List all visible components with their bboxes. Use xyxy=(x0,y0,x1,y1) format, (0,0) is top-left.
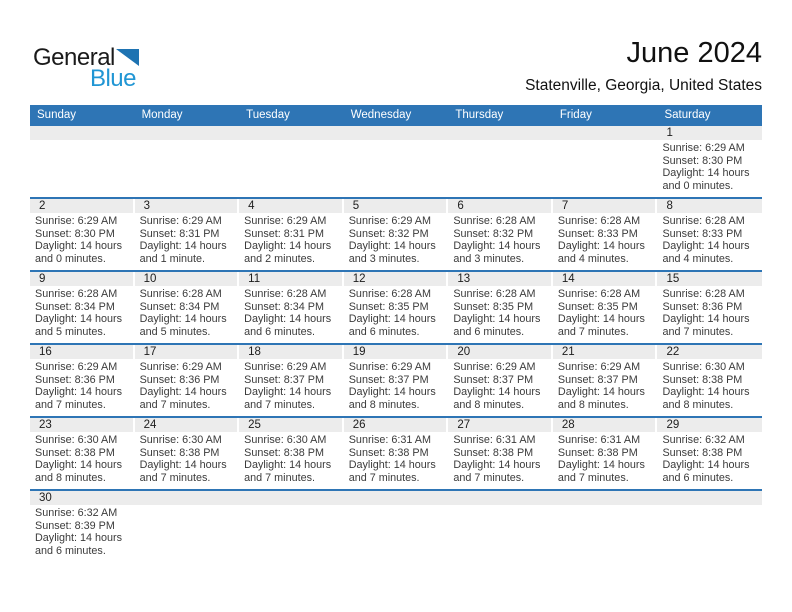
day-info xyxy=(448,432,553,485)
daylight-line2: and 4 minutes. xyxy=(662,253,734,266)
sunset-text: Sunset: 8:32 PM xyxy=(453,227,534,240)
daylight-line2: and 7 minutes. xyxy=(139,399,211,412)
empty-cell xyxy=(135,491,240,562)
daylight-line1: Daylight: 14 hours xyxy=(557,313,645,326)
daylight-line2: and 8 minutes. xyxy=(557,399,629,412)
day-info xyxy=(657,286,762,339)
sunrise-text: Sunrise: 6:28 AM xyxy=(557,215,641,227)
day-number: 9 xyxy=(30,272,133,286)
sunrise-text: Sunrise: 6:29 AM xyxy=(244,361,327,373)
day-cell xyxy=(135,199,240,270)
empty-cell xyxy=(135,126,240,197)
daylight-line1: Daylight: 14 hours xyxy=(35,532,123,545)
daylight-line1: Daylight: 14 hours xyxy=(348,313,436,326)
day-cell xyxy=(30,491,135,562)
day-number-band-empty xyxy=(448,126,553,140)
week-row xyxy=(30,126,762,199)
sunset-text: Sunset: 8:37 PM xyxy=(244,373,324,386)
sunrise-text: Sunrise: 6:28 AM xyxy=(139,288,222,300)
sunset-text: Sunset: 8:38 PM xyxy=(348,446,429,459)
day-number-band-empty xyxy=(553,126,658,140)
day-cell xyxy=(344,345,449,416)
week-row xyxy=(30,272,762,345)
sunrise-text: Sunrise: 6:29 AM xyxy=(348,361,431,373)
sunset-text: Sunset: 8:38 PM xyxy=(139,446,220,459)
day-cell xyxy=(135,272,240,343)
day-number: 7 xyxy=(553,199,656,213)
day-cell xyxy=(657,345,762,416)
day-cell xyxy=(657,199,762,270)
daylight-line1: Daylight: 14 hours xyxy=(348,240,436,253)
sunset-text: Sunset: 8:37 PM xyxy=(348,373,429,386)
day-info xyxy=(553,432,658,485)
day-number: 17 xyxy=(135,345,238,359)
sunrise-text: Sunrise: 6:32 AM xyxy=(35,507,118,519)
day-info xyxy=(448,286,553,339)
sunrise-text: Sunrise: 6:31 AM xyxy=(348,434,431,446)
daylight-line1: Daylight: 14 hours xyxy=(139,313,227,326)
day-number-band-empty xyxy=(30,126,135,140)
day-cell xyxy=(344,199,449,270)
day-cell xyxy=(448,199,553,270)
day-info xyxy=(239,213,344,266)
day-number: 2 xyxy=(30,199,133,213)
sunset-text: Sunset: 8:38 PM xyxy=(453,446,534,459)
sunset-text: Sunset: 8:38 PM xyxy=(662,446,743,459)
day-number: 18 xyxy=(239,345,342,359)
week-row xyxy=(30,418,762,491)
daylight-line1: Daylight: 14 hours xyxy=(35,313,123,326)
daylight-line1: Daylight: 14 hours xyxy=(139,386,227,399)
day-number: 10 xyxy=(135,272,238,286)
sunrise-text: Sunrise: 6:30 AM xyxy=(244,434,327,446)
day-info xyxy=(344,286,449,339)
day-number: 24 xyxy=(135,418,238,432)
day-number: 26 xyxy=(344,418,447,432)
daylight-line1: Daylight: 14 hours xyxy=(35,459,123,472)
daylight-line1: Daylight: 14 hours xyxy=(244,459,332,472)
day-number-band-empty xyxy=(135,491,240,505)
day-info xyxy=(239,432,344,485)
daylight-line1: Daylight: 14 hours xyxy=(139,459,227,472)
sunset-text: Sunset: 8:31 PM xyxy=(139,227,220,240)
day-number: 3 xyxy=(135,199,238,213)
day-info xyxy=(553,213,658,266)
day-info xyxy=(657,359,762,412)
day-cell xyxy=(239,199,344,270)
day-cell xyxy=(553,272,658,343)
sunrise-text: Sunrise: 6:30 AM xyxy=(662,361,745,373)
day-cell xyxy=(553,199,658,270)
empty-cell xyxy=(553,491,658,562)
daylight-line1: Daylight: 14 hours xyxy=(244,240,332,253)
daylight-line2: and 6 minutes. xyxy=(35,545,106,558)
daylight-line1: Daylight: 14 hours xyxy=(662,459,750,472)
sunrise-text: Sunrise: 6:29 AM xyxy=(453,361,536,373)
day-number: 4 xyxy=(239,199,342,213)
sunrise-text: Sunrise: 6:29 AM xyxy=(35,215,118,227)
daylight-line2: and 8 minutes. xyxy=(662,399,734,412)
day-number: 14 xyxy=(553,272,656,286)
day-header-saturday: Saturday xyxy=(664,109,711,121)
daylight-line2: and 6 minutes. xyxy=(348,326,420,339)
day-number: 1 xyxy=(657,126,762,140)
sunrise-text: Sunrise: 6:28 AM xyxy=(348,288,431,300)
day-number: 12 xyxy=(344,272,447,286)
day-info xyxy=(344,213,449,266)
day-number: 6 xyxy=(448,199,551,213)
day-info xyxy=(553,286,658,339)
week-row xyxy=(30,345,762,418)
daylight-line2: and 6 minutes. xyxy=(244,326,315,339)
logo-text-general: General xyxy=(33,44,115,71)
day-number: 28 xyxy=(553,418,656,432)
daylight-line1: Daylight: 14 hours xyxy=(557,459,645,472)
sunset-text: Sunset: 8:36 PM xyxy=(139,373,220,386)
day-header-friday: Friday xyxy=(559,109,592,121)
sunrise-text: Sunrise: 6:29 AM xyxy=(35,361,118,373)
day-header-tuesday: Tuesday xyxy=(246,109,290,121)
day-number: 25 xyxy=(239,418,342,432)
day-number: 23 xyxy=(30,418,133,432)
daylight-line2: and 8 minutes. xyxy=(35,472,106,485)
day-number-band-empty xyxy=(344,126,449,140)
daylight-line2: and 8 minutes. xyxy=(453,399,525,412)
sunrise-text: Sunrise: 6:32 AM xyxy=(662,434,745,446)
sunset-text: Sunset: 8:35 PM xyxy=(348,300,429,313)
day-info xyxy=(657,140,762,193)
sunset-text: Sunset: 8:34 PM xyxy=(35,300,115,313)
day-cell xyxy=(239,345,344,416)
day-number: 16 xyxy=(30,345,133,359)
day-info xyxy=(657,432,762,485)
daylight-line2: and 6 minutes. xyxy=(453,326,525,339)
day-info xyxy=(135,432,240,485)
sunrise-text: Sunrise: 6:29 AM xyxy=(139,215,222,227)
daylight-line2: and 7 minutes. xyxy=(244,399,315,412)
daylight-line2: and 7 minutes. xyxy=(453,472,525,485)
sunrise-text: Sunrise: 6:28 AM xyxy=(244,288,327,300)
day-info xyxy=(135,359,240,412)
sunset-text: Sunset: 8:35 PM xyxy=(453,300,534,313)
sunset-text: Sunset: 8:33 PM xyxy=(557,227,638,240)
day-cell xyxy=(135,418,240,489)
day-cell xyxy=(553,345,658,416)
daylight-line2: and 5 minutes. xyxy=(139,326,211,339)
day-cell xyxy=(135,345,240,416)
sunrise-text: Sunrise: 6:28 AM xyxy=(453,215,536,227)
empty-cell xyxy=(344,126,449,197)
daylight-line2: and 2 minutes. xyxy=(244,253,315,266)
day-cell xyxy=(448,272,553,343)
day-info xyxy=(553,359,658,412)
day-number-band-empty xyxy=(239,491,344,505)
empty-cell xyxy=(344,491,449,562)
sunrise-text: Sunrise: 6:30 AM xyxy=(139,434,222,446)
daylight-line1: Daylight: 14 hours xyxy=(453,313,541,326)
daylight-line2: and 7 minutes. xyxy=(348,472,420,485)
day-number: 15 xyxy=(657,272,762,286)
daylight-line1: Daylight: 14 hours xyxy=(348,459,436,472)
empty-cell xyxy=(553,126,658,197)
sunset-text: Sunset: 8:34 PM xyxy=(244,300,324,313)
logo-text-blue: Blue xyxy=(89,65,136,92)
day-cell xyxy=(30,272,135,343)
daylight-line1: Daylight: 14 hours xyxy=(35,240,123,253)
daylight-line2: and 1 minute. xyxy=(139,253,206,266)
general-blue-logo xyxy=(33,44,139,92)
day-info xyxy=(135,213,240,266)
day-cell xyxy=(30,199,135,270)
daylight-line1: Daylight: 14 hours xyxy=(662,386,750,399)
daylight-line2: and 5 minutes. xyxy=(35,326,106,339)
day-cell xyxy=(30,418,135,489)
sunrise-text: Sunrise: 6:30 AM xyxy=(35,434,118,446)
daylight-line2: and 7 minutes. xyxy=(139,472,211,485)
sunset-text: Sunset: 8:30 PM xyxy=(35,227,115,240)
day-header-row xyxy=(30,105,762,126)
day-number: 21 xyxy=(553,345,656,359)
sunrise-text: Sunrise: 6:28 AM xyxy=(453,288,536,300)
day-info xyxy=(448,213,553,266)
empty-cell xyxy=(448,491,553,562)
sunrise-text: Sunrise: 6:29 AM xyxy=(139,361,222,373)
daylight-line2: and 0 minutes. xyxy=(662,180,734,193)
sunset-text: Sunset: 8:38 PM xyxy=(557,446,638,459)
day-info xyxy=(30,213,135,266)
day-cell xyxy=(30,345,135,416)
daylight-line1: Daylight: 14 hours xyxy=(453,240,541,253)
sunrise-text: Sunrise: 6:28 AM xyxy=(35,288,118,300)
day-info xyxy=(30,505,135,558)
sunset-text: Sunset: 8:34 PM xyxy=(139,300,220,313)
day-number: 27 xyxy=(448,418,551,432)
page-title: June 2024 xyxy=(626,37,762,69)
daylight-line2: and 7 minutes. xyxy=(35,399,106,412)
sunrise-text: Sunrise: 6:29 AM xyxy=(662,142,745,154)
daylight-line1: Daylight: 14 hours xyxy=(662,313,750,326)
sunset-text: Sunset: 8:30 PM xyxy=(662,154,743,167)
day-header-sunday: Sunday xyxy=(37,109,77,121)
daylight-line1: Daylight: 14 hours xyxy=(244,313,332,326)
day-info xyxy=(344,359,449,412)
daylight-line1: Daylight: 14 hours xyxy=(557,240,645,253)
daylight-line1: Daylight: 14 hours xyxy=(244,386,332,399)
sunset-text: Sunset: 8:38 PM xyxy=(662,373,743,386)
daylight-line2: and 7 minutes. xyxy=(662,326,734,339)
sunrise-text: Sunrise: 6:31 AM xyxy=(557,434,641,446)
sunset-text: Sunset: 8:32 PM xyxy=(348,227,429,240)
daylight-line2: and 7 minutes. xyxy=(244,472,315,485)
day-cell xyxy=(553,418,658,489)
day-header-monday: Monday xyxy=(141,109,183,121)
day-info xyxy=(30,359,135,412)
day-header-wednesday: Wednesday xyxy=(350,109,412,121)
day-cell xyxy=(239,418,344,489)
day-number: 5 xyxy=(344,199,447,213)
calendar-weeks xyxy=(30,126,762,562)
daylight-line2: and 7 minutes. xyxy=(557,326,629,339)
sunrise-text: Sunrise: 6:31 AM xyxy=(453,434,536,446)
sunset-text: Sunset: 8:39 PM xyxy=(35,519,115,532)
sunset-text: Sunset: 8:37 PM xyxy=(453,373,534,386)
sunset-text: Sunset: 8:33 PM xyxy=(662,227,743,240)
day-info xyxy=(30,432,135,485)
page-subtitle: Statenville, Georgia, United States xyxy=(525,77,762,94)
day-info xyxy=(657,213,762,266)
day-cell xyxy=(448,418,553,489)
daylight-line2: and 8 minutes. xyxy=(348,399,420,412)
daylight-line1: Daylight: 14 hours xyxy=(557,386,645,399)
day-cell xyxy=(657,272,762,343)
day-info xyxy=(135,286,240,339)
day-cell xyxy=(239,272,344,343)
sunrise-text: Sunrise: 6:29 AM xyxy=(557,361,641,373)
sunset-text: Sunset: 8:38 PM xyxy=(244,446,324,459)
day-number-band-empty xyxy=(344,491,449,505)
day-number-band-empty xyxy=(239,126,344,140)
daylight-line1: Daylight: 14 hours xyxy=(662,167,750,180)
daylight-line2: and 3 minutes. xyxy=(348,253,420,266)
week-row xyxy=(30,199,762,272)
day-info xyxy=(239,286,344,339)
day-number-band-empty xyxy=(448,491,553,505)
empty-cell xyxy=(657,491,762,562)
daylight-line2: and 6 minutes. xyxy=(662,472,734,485)
sunset-text: Sunset: 8:36 PM xyxy=(35,373,115,386)
daylight-line2: and 3 minutes. xyxy=(453,253,525,266)
day-number: 29 xyxy=(657,418,762,432)
sunset-text: Sunset: 8:31 PM xyxy=(244,227,324,240)
day-info xyxy=(448,359,553,412)
day-number-band-empty xyxy=(657,491,762,505)
sunset-text: Sunset: 8:38 PM xyxy=(35,446,115,459)
day-number: 30 xyxy=(30,491,135,505)
daylight-line1: Daylight: 14 hours xyxy=(35,386,123,399)
day-header-thursday: Thursday xyxy=(455,109,504,121)
calendar-table xyxy=(30,105,762,562)
daylight-line2: and 0 minutes. xyxy=(35,253,106,266)
sunrise-text: Sunrise: 6:28 AM xyxy=(662,215,745,227)
empty-cell xyxy=(239,126,344,197)
empty-cell xyxy=(239,491,344,562)
daylight-line2: and 7 minutes. xyxy=(557,472,629,485)
day-cell xyxy=(448,345,553,416)
day-number: 13 xyxy=(448,272,551,286)
daylight-line1: Daylight: 14 hours xyxy=(453,459,541,472)
day-info xyxy=(30,286,135,339)
day-number: 8 xyxy=(657,199,762,213)
day-number-band-empty xyxy=(135,126,240,140)
sunrise-text: Sunrise: 6:28 AM xyxy=(557,288,641,300)
day-cell xyxy=(344,272,449,343)
daylight-line1: Daylight: 14 hours xyxy=(662,240,750,253)
day-number: 11 xyxy=(239,272,342,286)
day-number: 19 xyxy=(344,345,447,359)
day-number-band-empty xyxy=(553,491,658,505)
day-info xyxy=(344,432,449,485)
day-cell xyxy=(657,126,762,197)
sunrise-text: Sunrise: 6:28 AM xyxy=(662,288,745,300)
sunrise-text: Sunrise: 6:29 AM xyxy=(244,215,327,227)
day-info xyxy=(239,359,344,412)
sunset-text: Sunset: 8:35 PM xyxy=(557,300,638,313)
empty-cell xyxy=(30,126,135,197)
daylight-line1: Daylight: 14 hours xyxy=(348,386,436,399)
daylight-line1: Daylight: 14 hours xyxy=(453,386,541,399)
sunset-text: Sunset: 8:36 PM xyxy=(662,300,743,313)
week-row xyxy=(30,491,762,562)
day-number: 20 xyxy=(448,345,551,359)
day-cell xyxy=(657,418,762,489)
sunset-text: Sunset: 8:37 PM xyxy=(557,373,638,386)
empty-cell xyxy=(448,126,553,197)
day-number: 22 xyxy=(657,345,762,359)
daylight-line2: and 4 minutes. xyxy=(557,253,629,266)
day-cell xyxy=(344,418,449,489)
daylight-line1: Daylight: 14 hours xyxy=(139,240,227,253)
sunrise-text: Sunrise: 6:29 AM xyxy=(348,215,431,227)
